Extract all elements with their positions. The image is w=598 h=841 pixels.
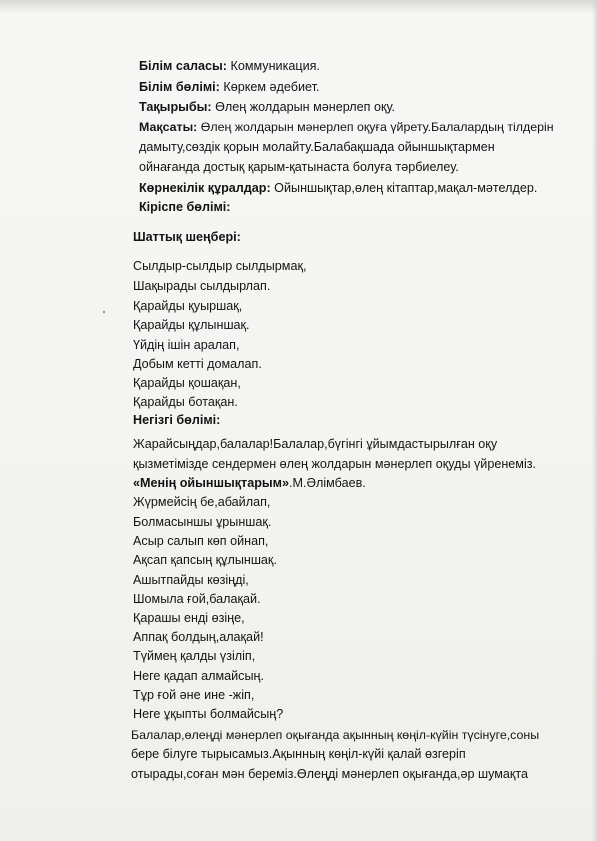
poem-line: Қарайды қошақан, <box>133 376 241 390</box>
field-value: Көркем әдебиет. <box>219 80 320 94</box>
field-visual-aids <box>139 180 537 196</box>
poem-line: Шомыла ғой,балақай. <box>133 592 261 606</box>
poem-line: Қарайды ботақан. <box>133 395 238 409</box>
field-label: Мақсаты: <box>139 120 198 134</box>
field-value: Ойыншықтар,өлең кітаптар,мақал-мәтелдер. <box>270 181 538 195</box>
field-education-section <box>139 79 319 95</box>
text-line: бере білуге тырысамыз.Ақынның көңіл-күйі қалай өзгеріп <box>131 747 466 761</box>
poem-line: Үйдің ішін аралап, <box>133 338 240 352</box>
poem-author: .М.Әлімбаев. <box>289 476 366 490</box>
poem-line: Ақсап қапсың құлыншақ. <box>133 553 277 567</box>
field-value: Коммуникация. <box>226 59 320 73</box>
poem-line: Жүрмейсің бе,абайлап, <box>133 495 271 509</box>
poem-title-name: «Менің ойыншықтарым» <box>133 476 290 490</box>
field-value: Өлең жолдарын мәнерлеп оқу. <box>211 100 396 114</box>
poem-line: Тұр ғой әне ине -жіп, <box>133 688 255 702</box>
poem-line: Ашытпайды көзіңді, <box>133 573 249 587</box>
poem-line: Неге ұқыпты болмайсың? <box>133 707 284 721</box>
section-heading-circle: Шаттық шеңбері: <box>133 230 241 244</box>
field-value: Өлең жолдарын мәнерлеп оқуға үйрету.Балалардың тілдерін <box>197 120 554 134</box>
section-heading-main: Негізгі бөлімі: <box>133 413 221 427</box>
poem-line: Болмасыншы ұрыншақ. <box>133 515 272 529</box>
text-line: ойнағанда достық қарым-қатынаста болуға тәрбиелеу. <box>139 160 459 174</box>
poem-line: Аппақ болдың,алақай! <box>133 630 264 644</box>
poem-line: Асыр салып көп ойнап, <box>133 534 269 548</box>
field-education-area <box>139 58 320 74</box>
field-label: Тақырыбы: <box>139 100 212 114</box>
field-label: Білім бөлімі: <box>139 80 220 94</box>
poem-line: Қарашы енді өзіңе, <box>133 611 245 625</box>
text-line: Жарайсыңдар,балалар!Балалар,бүгінгі ұйымдастырылған оқу <box>133 437 498 451</box>
section-heading-intro: Кіріспе бөлімі: <box>139 200 231 214</box>
text-line: дамыту,сөздік қорын молайту.Балабақшада ойыншықтармен <box>139 140 495 154</box>
text-line: Балалар,өлеңді мәнерлеп оқығанда ақынның көңіл-күйін түсінуге,соны <box>131 728 540 742</box>
poem-line: Сылдыр-сылдыр сылдырмақ, <box>133 259 307 273</box>
poem-line: Неге қадап алмайсың. <box>133 669 264 683</box>
poem-line: Түймең қалды үзіліп, <box>133 649 256 663</box>
poem-line: Шақырады сылдырлап. <box>133 279 271 293</box>
field-topic <box>139 99 395 115</box>
poem-line: Қарайды құлыншақ. <box>133 318 250 332</box>
field-label: Білім саласы: <box>139 59 227 73</box>
field-label: Көрнекілік құралдар: <box>139 181 271 195</box>
text-line: қызметімізде сендермен өлең жолдарын мәнерлеп оқуды үйренеміз. <box>133 457 537 471</box>
scan-shadow-right <box>592 0 598 841</box>
field-goal <box>139 119 554 135</box>
text-line: отырады,соған мән береміз.Өлеңді мәнерлеп оқығанда,әр шумақта <box>131 767 529 781</box>
poem-line: Қарайды қуыршақ, <box>133 299 243 313</box>
poem-line: Добым кетті домалап. <box>133 357 262 371</box>
poem-title <box>133 475 366 491</box>
scan-speck <box>103 311 105 313</box>
scan-shadow-top <box>0 0 598 14</box>
